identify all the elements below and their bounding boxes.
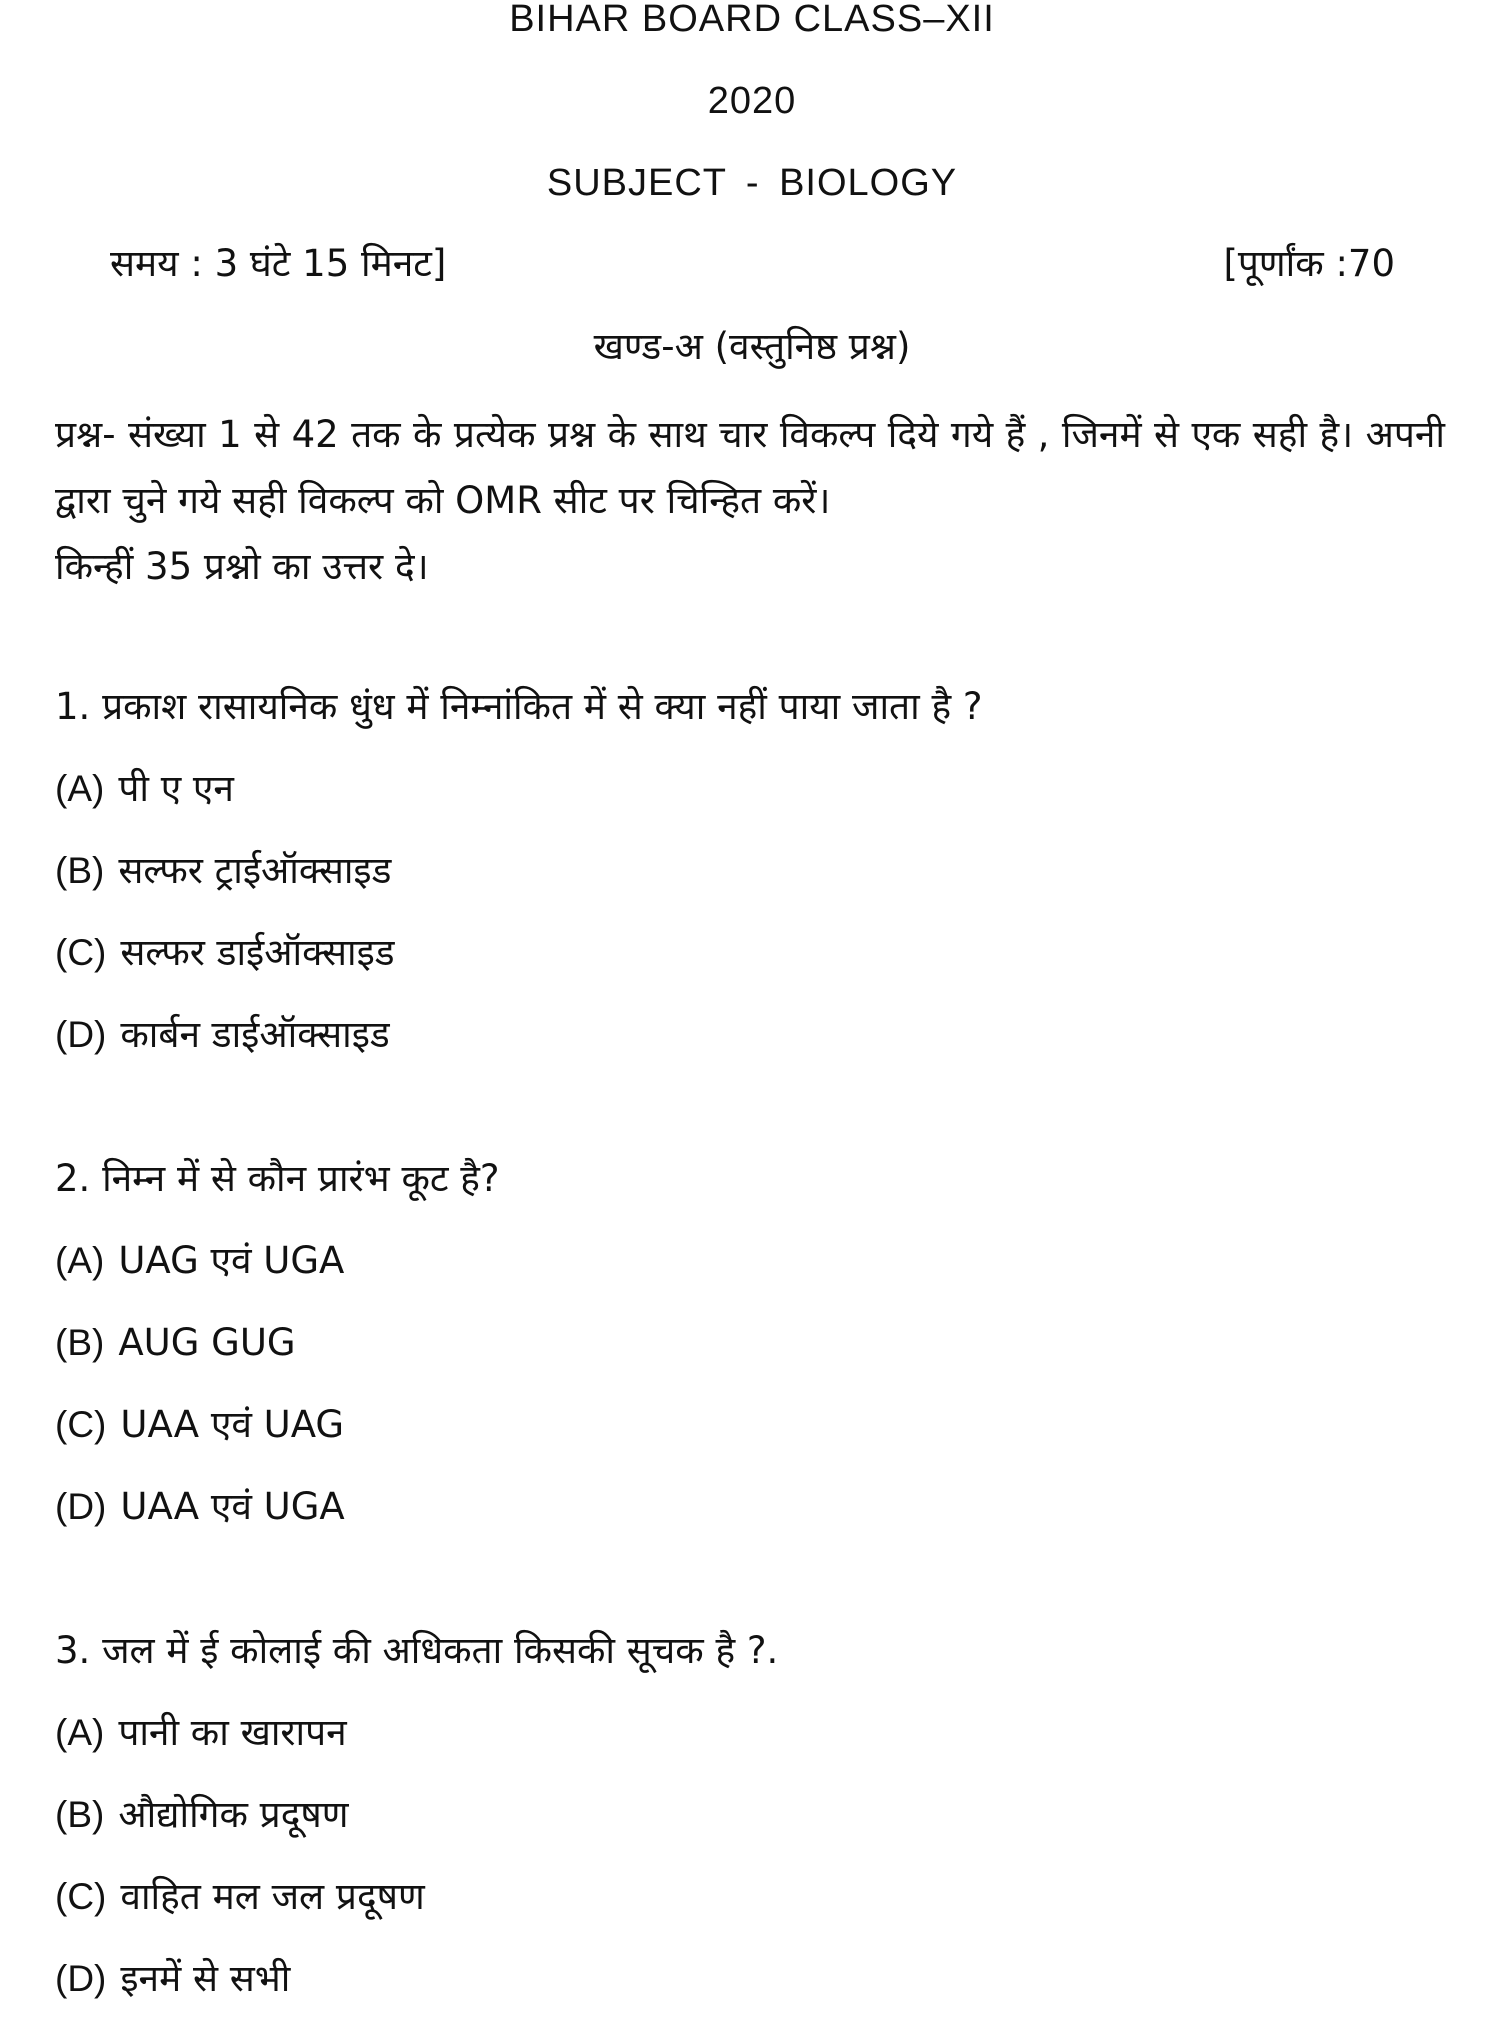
instructions <box>55 402 1445 600</box>
option-text: वाहित मल जल प्रदूषण <box>120 1875 425 1918</box>
option-b <box>55 1793 1455 1878</box>
question-1 <box>55 685 1455 1098</box>
section-title: खण्ड-अ (वस्तुनिष्ठ प्रश्न) <box>593 325 911 368</box>
board-heading: BIHAR BOARD CLASS–XII <box>509 0 995 40</box>
exam-meta-row <box>110 242 1395 295</box>
subject-heading: SUBJECT - BIOLOGY <box>546 162 958 204</box>
instructions-text-2: किन्हीं 35 प्रश्नो का उत्तर दे। <box>55 545 429 588</box>
question-2 <box>55 1157 1455 1570</box>
option-b <box>55 849 1455 934</box>
option-d <box>55 1957 1455 2042</box>
option-a <box>55 1239 1455 1324</box>
option-text: कार्बन डाईऑक्साइड <box>120 1013 390 1056</box>
option-letter: (C) <box>55 932 107 973</box>
option-text: सल्फर ट्राईऑक्साइड <box>118 849 392 892</box>
time-allowed: समय : 3 घंटे 15 मिनट] <box>110 242 447 285</box>
option-text: पानी का खारापन <box>118 1711 347 1754</box>
option-text: UAG एवं UGA <box>118 1239 345 1282</box>
option-letter: (C) <box>55 1404 107 1445</box>
question-text: 3. जल में ई कोलाई की अधिकता किसकी सूचक है ?. <box>55 1629 779 1672</box>
option-d <box>55 1013 1455 1098</box>
option-text: UAA एवं UGA <box>120 1485 345 1528</box>
question-text: 1. प्रकाश रासायनिक धुंध में निम्नांकित में से क्या नहीं पाया जाता है ? <box>55 685 983 728</box>
full-marks: [पूर्णांक :70 <box>1223 242 1395 285</box>
year-heading: 2020 <box>707 80 797 122</box>
option-c <box>55 1875 1455 1960</box>
option-text: औद्योगिक प्रदूषण <box>118 1793 349 1836</box>
option-text: UAA एवं UAG <box>120 1403 345 1446</box>
option-b <box>55 1321 1455 1406</box>
option-letter: (A) <box>55 1712 105 1753</box>
option-c <box>55 931 1455 1016</box>
question-3 <box>55 1629 1455 2042</box>
option-text: इनमें से सभी <box>120 1957 291 2000</box>
option-letter: (D) <box>55 1486 107 1527</box>
option-d <box>55 1485 1455 1570</box>
option-letter: (D) <box>55 1958 107 1999</box>
option-letter: (D) <box>55 1014 107 1055</box>
option-letter: (A) <box>55 768 105 809</box>
option-text: सल्फर डाईऑक्साइड <box>120 931 395 974</box>
option-text: पी ए एन <box>118 767 234 810</box>
question-text: 2. निम्न में से कौन प्रारंभ कूट है? <box>55 1157 500 1200</box>
option-letter: (B) <box>55 1794 105 1835</box>
option-letter: (B) <box>55 850 105 891</box>
instructions-text: प्रश्न- संख्या 1 से 42 तक के प्रत्येक प्रश्न के साथ चार विकल्प दिये गये हैं , जिनमें से एक सही है। अपनी द्वारा चुने गये सही विकल्प को OMR सीट पर चिन्हित करें। <box>55 413 1445 522</box>
option-letter: (C) <box>55 1876 107 1917</box>
option-a <box>55 767 1455 852</box>
option-text: AUG GUG <box>118 1321 296 1364</box>
option-a <box>55 1711 1455 1796</box>
option-letter: (B) <box>55 1322 105 1363</box>
option-c <box>55 1403 1455 1488</box>
option-letter: (A) <box>55 1240 105 1281</box>
